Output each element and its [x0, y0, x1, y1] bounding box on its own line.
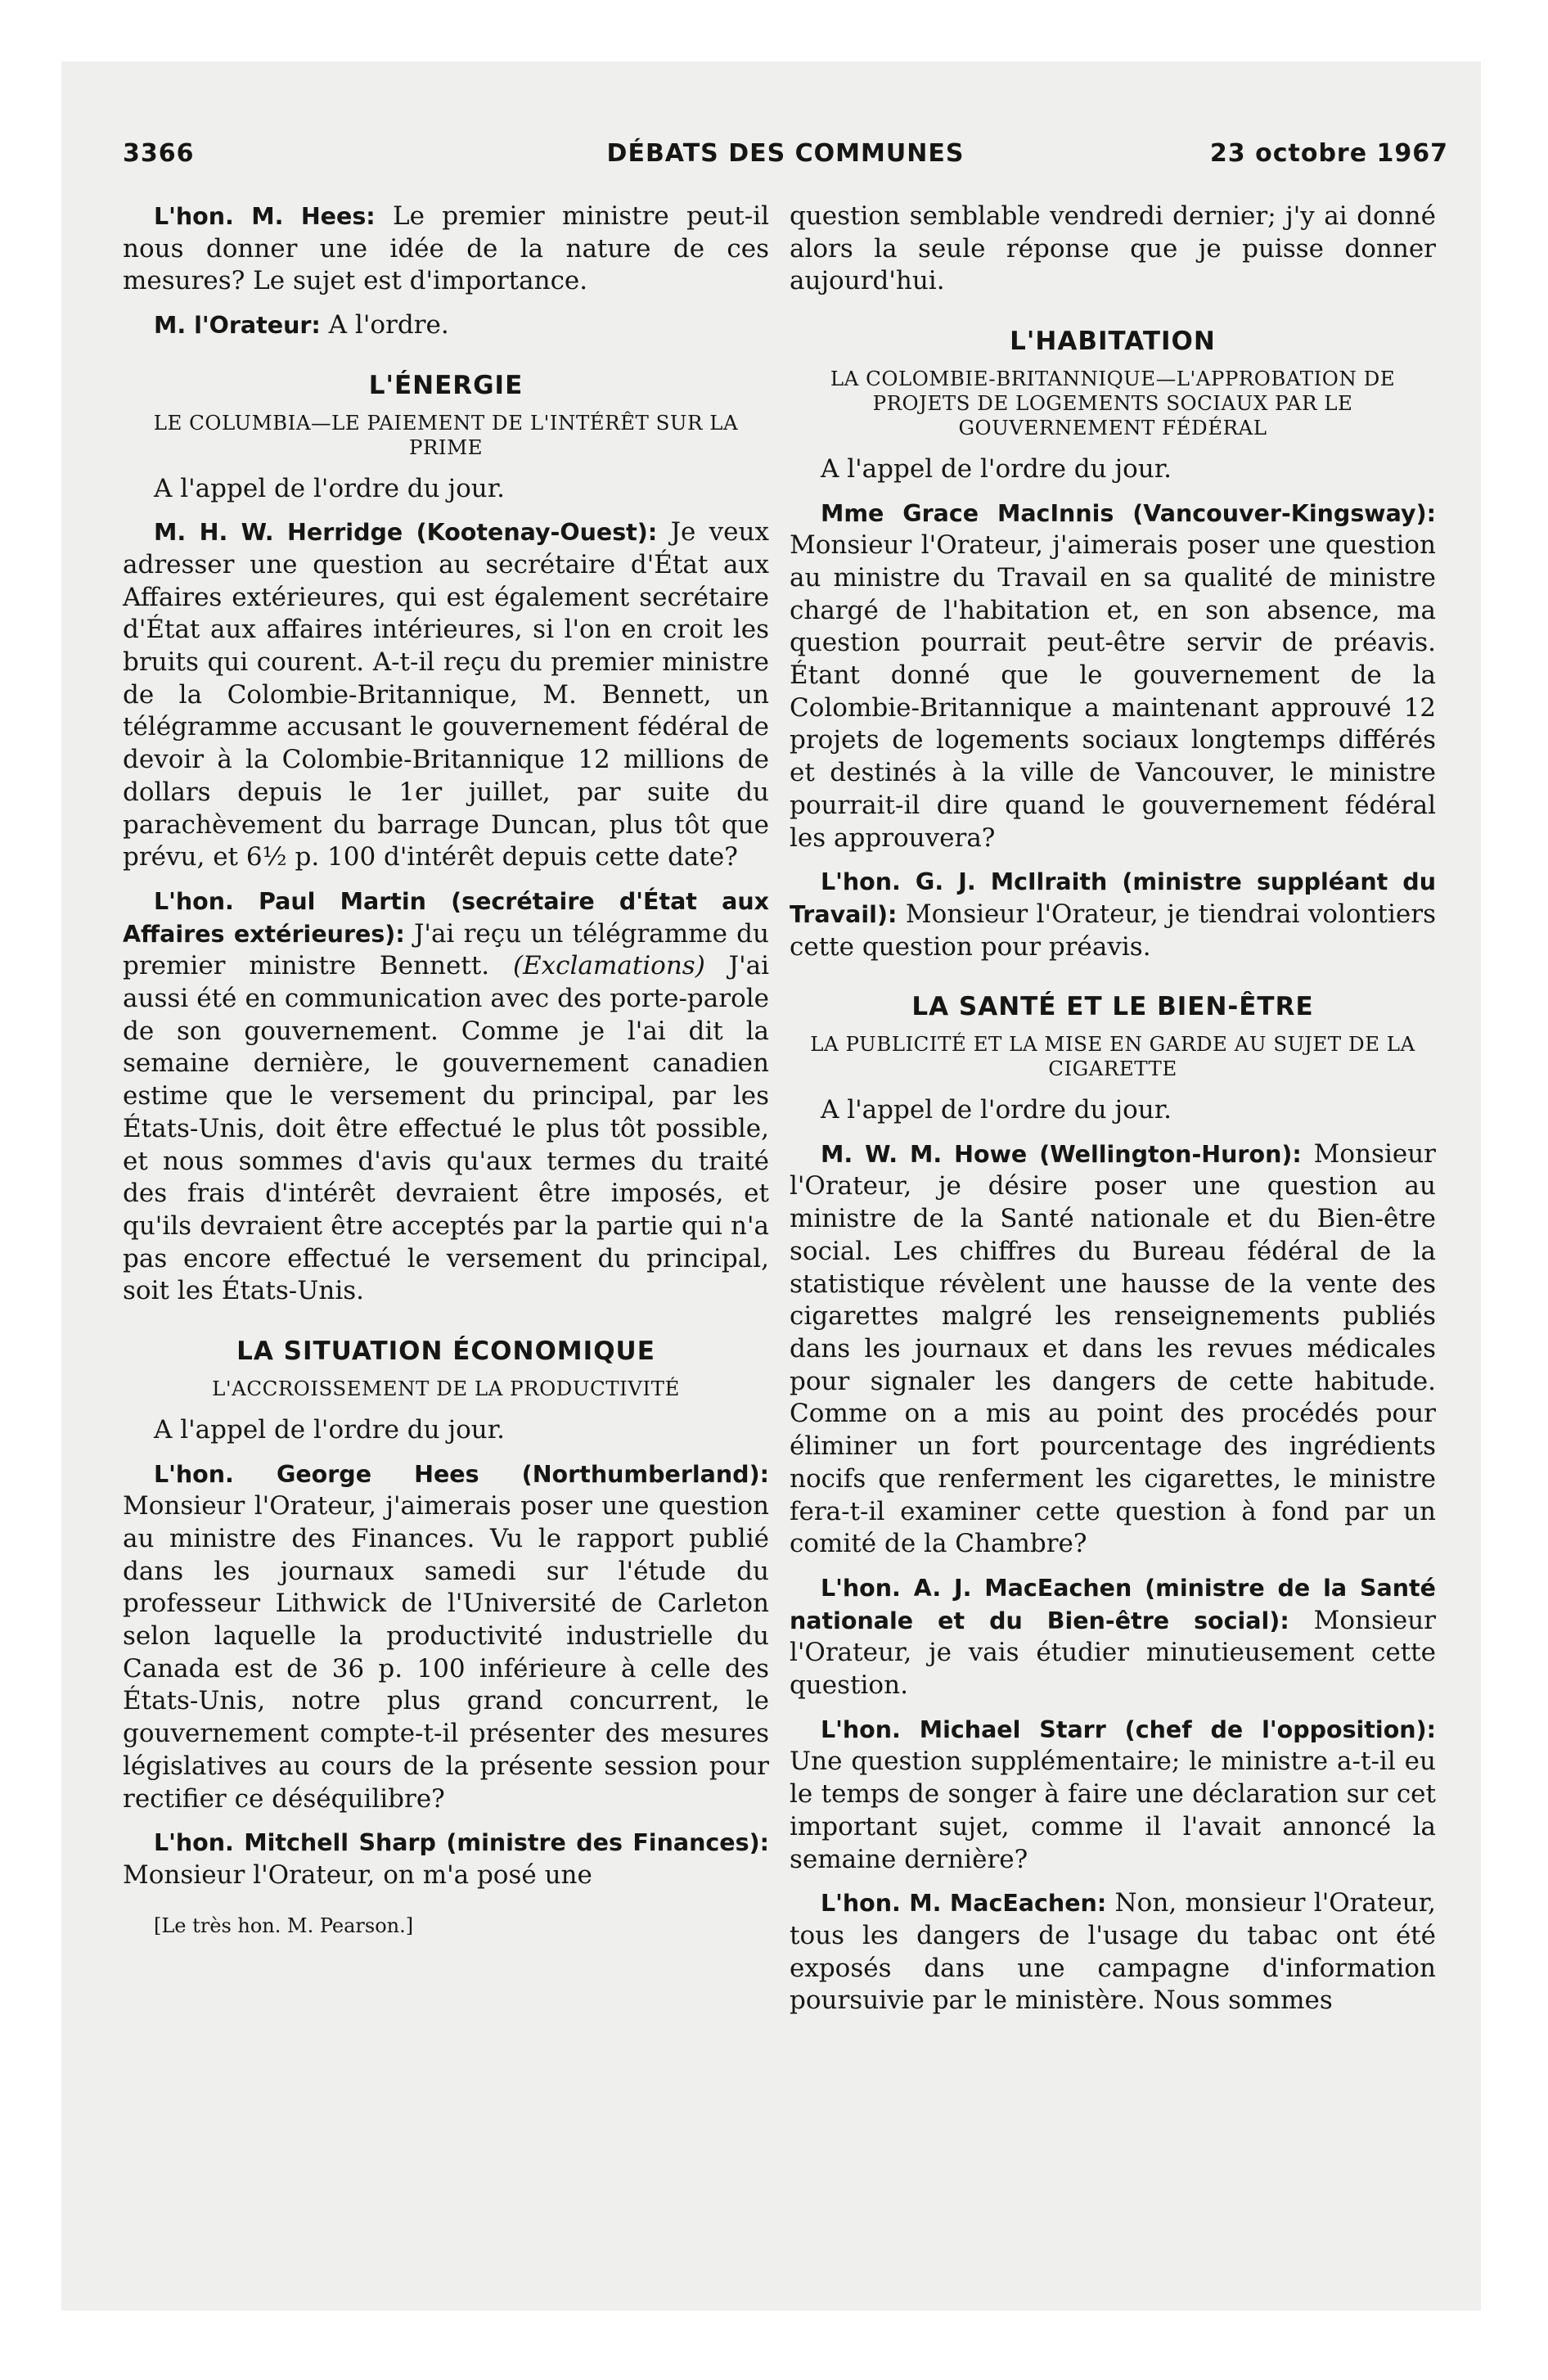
section-heading: LA SANTÉ ET LE BIEN-ÊTRE: [911, 992, 1314, 1022]
paragraph-text: Une question supplémentaire; le ministre a-t-il eu le temps de songer à faire une déclaration sur cet important sujet, comme il l'avait annoncé la semaine dernière?: [790, 1747, 1436, 1874]
paragraph: [790, 1714, 1436, 1877]
paragraph-text: J'ai reçu un télégramme du premier ministre Bennett.: [123, 918, 769, 981]
speaker-name: L'hon. George Hees (Northumberland):: [154, 1460, 769, 1488]
paragraph: [790, 1138, 1436, 1561]
paragraph: [123, 1827, 769, 1891]
paragraph-text: J'ai aussi été en communication avec des porte-parole de son gouvernement. Comme je l'ai dit la semaine dernière, le gouvernement canadien estime que le versement du principal, par les États-Unis, doit être effectué le plus tôt possible, et nous sommes d'avis qu'aux termes du traité des frais d'intérêt devraient être imposés, et qu'ils devraient être acceptés par la partie qui n'a pas encore effectué le versement du principal, soit les États-Unis.: [123, 951, 769, 1306]
order-of-day: A l'appel de l'ordre du jour.: [821, 453, 1172, 484]
section-subheading: LE COLUMBIA—LE PAIEMENT DE L'INTÉRÊT SUR LA PRIME: [153, 410, 739, 459]
paragraph-text: Monsieur l'Orateur, on m'a posé une: [123, 1859, 592, 1890]
paragraph: [123, 886, 769, 1308]
footnote: [Le très hon. M. Pearson.]: [154, 1913, 414, 1937]
paragraph-text: Monsieur l'Orateur, je vais étudier minutieusement cette question.: [790, 1605, 1436, 1701]
paragraph-text: Je veux adresser une question au secrétaire d'État aux Affaires extérieures, qui est également secrétaire d'État aux affaires intérieures, si l'on en croit les bruits qui courent. A-t-il reçu du premier ministre de la Colombie-Britannique, M. Bennett, un télégramme accusant le gouvernement fédéral de devoir à la Colombie-Britannique 12 millions de dollars depuis le 1er juillet, par suite du parachèvement du barrage Duncan, plus tôt que prévu, et 6½ p. 100 d'intérêt depuis cette date?: [123, 517, 769, 872]
page: [61, 61, 1481, 2310]
paragraph: [123, 516, 769, 874]
left-column: [123, 201, 769, 1942]
paragraph-text: Monsieur l'Orateur, je désire poser une question au ministre de la Santé nationale et du Bien-être social. Les chiffres du Bureau fédéral de la statistique révèlent une hausse de la vente des cigarettes malgré les renseignements publiés dans les journaux et dans les revues médicales pour signaler les dangers de cette habitude. Comme on a mis au point des procédés pour éliminer un fort pourcentage des ingrédients nocifs que renferment les cigarettes, le ministre fera-t-il examiner cette question à fond par un comité de la Chambre?: [790, 1138, 1436, 1559]
speaker-name: L'hon. M. Hees:: [154, 203, 376, 230]
speaker-name: L'hon. M. MacEachen:: [821, 1890, 1107, 1918]
header-date: 23 octobre 1967: [1209, 139, 1448, 168]
paragraph-text: A l'ordre.: [320, 310, 449, 340]
speaker-name: L'hon. A. J. MacEachen (ministre de la Santé nationale et du Bien-être social):: [790, 1574, 1436, 1634]
section-heading: LA SITUATION ÉCONOMIQUE: [236, 1336, 655, 1367]
paragraph: [790, 1572, 1436, 1702]
paragraph: [123, 1458, 769, 1816]
section-heading: L'ÉNERGIE: [368, 370, 524, 400]
paragraph: [790, 498, 1436, 855]
paragraph: [123, 201, 769, 298]
section-subheading: LA COLOMBIE-BRITANNIQUE—L'APPROBATION DE PROJETS DE LOGEMENTS SOCIAUX PAR LE GOUVERNEMENT FÉDÉRAL: [830, 366, 1396, 439]
paragraph: [123, 309, 769, 342]
speaker-name: M. W. M. Howe (Wellington-Huron):: [821, 1140, 1302, 1168]
paragraph: [790, 1887, 1436, 2017]
page-number: 3366: [123, 139, 195, 168]
paragraph-text: Monsieur l'Orateur, j'aimerais poser une question au ministre du Travail en sa qualité de ministre chargé de l'habitation et, en son absence, ma question pourrait peut-être servir de préavis. Étant donné que le gouvernement de la Colombie-Britannique a maintenant approuvé 12 projets de logements sociaux longtemps différés et destinés à la ville de Vancouver, le ministre pourrait-il dire quand le gouvernement fédéral les approuvera?: [790, 530, 1436, 853]
speaker-name: L'hon. Mitchell Sharp (ministre des Finances):: [154, 1829, 769, 1857]
paragraph-text: Non, monsieur l'Orateur, tous les dangers de l'usage du tabac ont été exposés dans une campagne d'information poursuivie par le ministère. Nous sommes: [790, 1888, 1436, 2016]
order-of-day: A l'appel de l'ordre du jour.: [154, 1414, 505, 1445]
paragraph: question semblable vendredi dernier; j'y ai donné alors la seule réponse que je puisse donner aujourd'hui.: [790, 201, 1436, 296]
publication-title: DÉBATS DES COMMUNES: [606, 139, 965, 168]
right-column: [790, 201, 1436, 2029]
speaker-name: L'hon. G. J. McIlraith (ministre suppléant du Travail):: [790, 868, 1436, 928]
speaker-name: L'hon. Michael Starr (chef de l'opposition):: [821, 1715, 1436, 1743]
section-subheading: LA PUBLICITÉ ET LA MISE EN GARDE AU SUJET DE LA CIGARETTE: [810, 1032, 1415, 1081]
section-heading: L'HABITATION: [1010, 327, 1216, 357]
speaker-name: L'hon. Paul Martin (secrétaire d'État aux Affaires extérieures):: [123, 887, 769, 948]
paragraph-text: Monsieur l'Orateur, j'aimerais poser une question au ministre des Finances. Vu le rapport publié dans les journaux samedi sur l'étude du professeur Lithwick de l'Université de Carleton selon laquelle la productivité industrielle du Canada est de 36 p. 100 inférieure à celle des États-Unis, notre plus grand concurrent, le gouvernement compte-t-il présenter des mesures législatives au cours de la présente session pour rectifier ce déséquilibre?: [123, 1491, 769, 1814]
order-of-day: A l'appel de l'ordre du jour.: [821, 1095, 1172, 1125]
speaker-name: Mme Grace MacInnis (Vancouver-Kingsway):: [821, 499, 1436, 527]
paragraph: [790, 866, 1436, 963]
paragraph-text: Le premier ministre peut-il nous donner une idée de la nature de ces mesures? Le sujet est d'importance.: [123, 201, 770, 296]
italic-interjection: (Exclamations): [512, 951, 705, 981]
section-subheading: L'ACCROISSEMENT DE LA PRODUCTIVITÉ: [212, 1376, 680, 1400]
order-of-day: A l'appel de l'ordre du jour.: [154, 473, 505, 503]
speaker-name: M. H. W. Herridge (Kootenay-Ouest):: [154, 519, 658, 547]
speaker-name: M. l'Orateur:: [154, 312, 321, 340]
paragraph-text: Monsieur l'Orateur, je tiendrai volontiers cette question pour préavis.: [790, 899, 1436, 962]
